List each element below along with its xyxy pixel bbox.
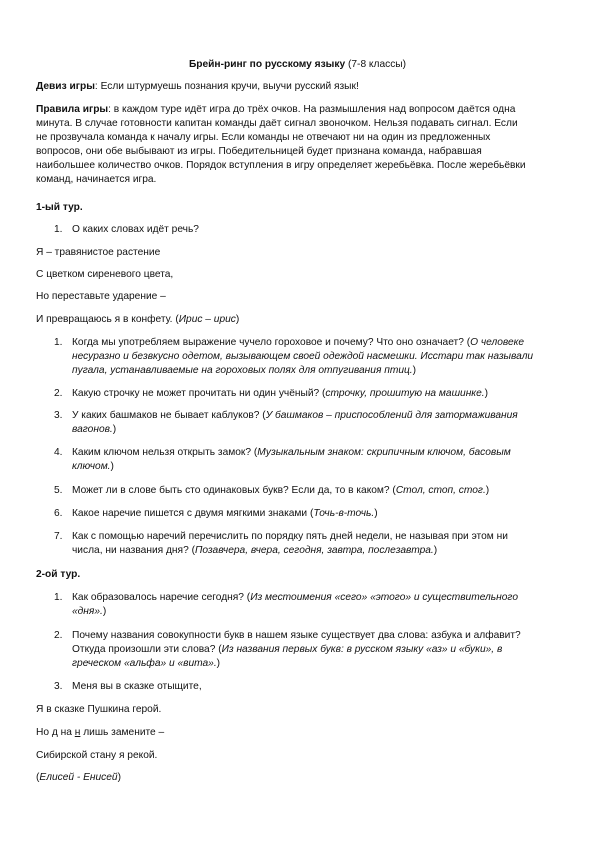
question-line: У каких башмаков не бывает каблуков? (У башмаков – приспособлений для затормаживания [72,410,518,421]
rules-line: Правила игры: в каждом туре идёт игра до трёх очков. На размышления над вопросом даётся одна [36,104,516,115]
question-line: пугала, устанавливаемые на гороховых полях для отпугивания птиц.) [72,365,417,376]
question-line: несуразно и безвкусно одетом, вызывающем своей одеждой насмешки. Исстари так называли [72,351,534,362]
question-line: Какое наречие пишется с двумя мягкими знаками (Точь-в-точь.) [72,508,378,519]
poem-line: Я – травянистое растение [36,247,161,258]
poem-line: Сибирской стану я рекой. [36,750,158,761]
question-text: О каких словах идёт речь? [72,224,199,235]
rules-line: вопросов, они обе выбывают из игры. Победительницей будет признана команда, набравшая [36,146,482,157]
answer-line: (Елисей - Енисей) [36,772,121,783]
list-number: 6. [54,508,63,519]
list-number: 7. [54,531,63,542]
document-title: Брейн-ринг по русскому языку (7-8 классы) [188,59,407,70]
question-line: «дня».) [72,606,107,617]
poem-line: И превращаюсь я в конфету. (Ирис – ирис) [36,314,240,325]
rules-line: минута. В случае готовности капитан команды даёт сигнал звоночком. Нельзя подавать сигнал. Если [36,118,518,129]
question-line: Меня вы в сказке отыщите, [72,681,202,692]
list-number: 3. [54,681,63,692]
list-number: 1. [54,337,63,348]
rules-line: команд, начинается игра. [36,174,157,185]
question-line: числа, ни названия дня? (Позавчера, вчера, сегодня, завтра, послезавтра.) [72,545,438,556]
poem-line: С цветком сиреневого цвета, [36,269,174,280]
list-number: 2. [54,630,63,641]
list-number: 2. [54,388,63,399]
poem-line: Но д на н лишь замените – [36,727,165,738]
question-line: Может ли в слове быть сто одинаковых букв? Если да, то в каком? (Стол, стоп, стог.) [72,485,490,496]
list-number: 5. [54,485,63,496]
question-line: Какую строчку не может прочитать ни один учёный? (строчку, прошитую на машинке.) [72,388,489,399]
tour1-heading: 1-ый тур. [36,202,83,213]
rules-line: наибольшее количество очков. Порядок вступления в игру определяет жеребьёвка. После жеребьёвки [36,160,526,171]
list-number: 1. [54,592,63,603]
question-line: Откуда произошли эти слова? (Из названия первых букв: в русском языку «аз» и «буки», в [72,644,503,655]
question-line: Когда мы употребляем выражение чучело гороховое и почему? Что оно означает? (О человеке [72,337,525,348]
list-number: 4. [54,447,63,458]
question-line: греческом «альфа» и «вита».) [72,658,221,669]
list-number: 3. [54,410,63,421]
question-line: Почему названия совокупности букв в нашем языке существует два слова: азбука и алфавит? [72,630,521,641]
poem-line: Я в сказке Пушкина герой. [36,704,162,715]
poem-line: Но переставьте ударение – [36,291,166,302]
question-line: Каким ключом нельзя открыть замок? (Музыкальным знаком: скрипичным ключом, басовым [72,447,511,458]
question-line: ключом.) [72,461,114,472]
list-number: 1. [54,224,63,235]
tour2-heading: 2-ой тур. [36,569,81,580]
question-line: вагонов.) [72,424,117,435]
question-line: Как образовалось наречие сегодня? (Из местоимения «сего» «этого» и существительного [72,592,518,603]
question-line: Как с помощью наречий перечислить по порядку пять дней недели, не называя при этом ни [72,531,508,542]
motto: Девиз игры: Если штурмуешь познания кручи, выучи русский язык! [36,81,359,92]
rules-line: не прозвучала команда к началу игры. Если команды не отвечают ни на один из предложенных [36,132,491,143]
